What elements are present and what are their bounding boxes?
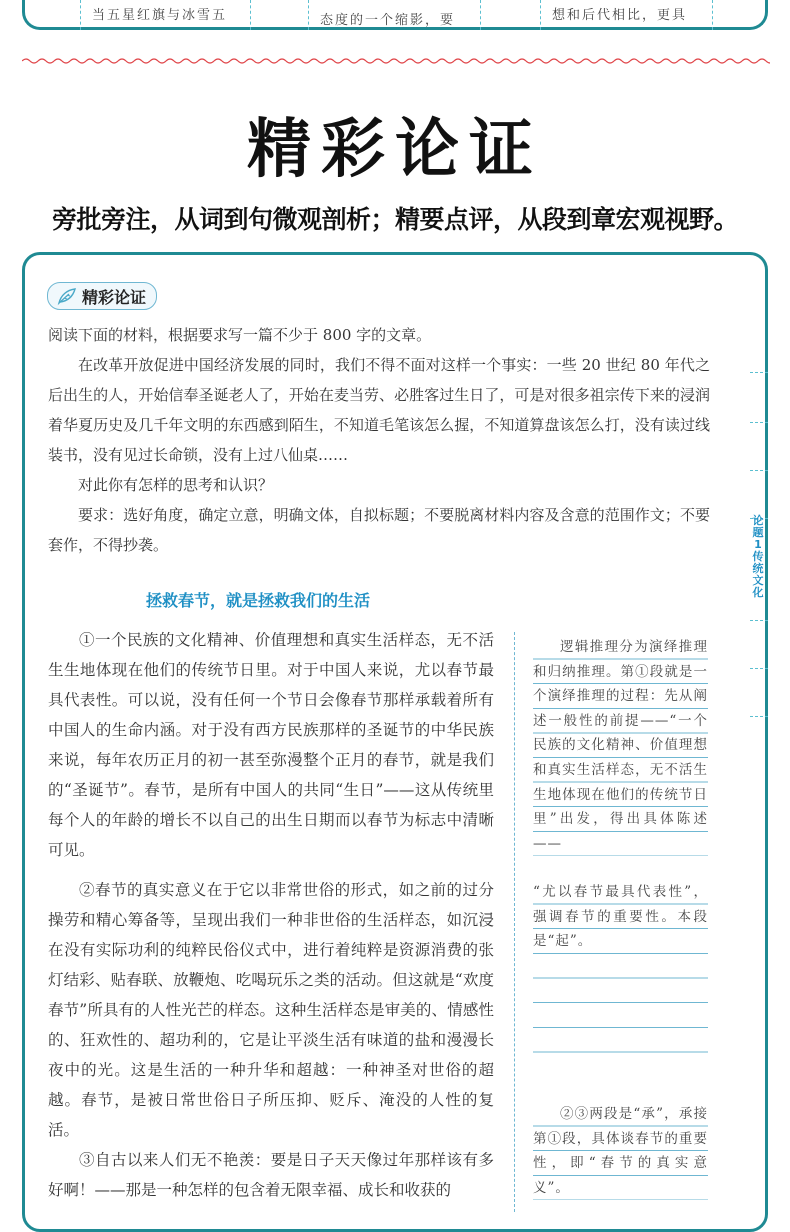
column-divider [80, 0, 81, 30]
badge-label: 精彩论证 [82, 287, 147, 307]
side-rule [750, 422, 768, 423]
annotation-divider [514, 632, 515, 1212]
chapter-side-tab: 论题1 传统文化 [752, 514, 764, 599]
column-divider [308, 0, 309, 30]
column-divider [480, 0, 481, 30]
margin-note: “尤以春节最具代表性”，强调春节的重要性。本段是“起”。 [533, 880, 708, 954]
prompt-question: 对此你有怎样的思考和认识？ [78, 476, 274, 494]
top-row-text: 想和后代相比，更具 [552, 8, 688, 23]
side-rule [750, 716, 768, 717]
blank-note-lines [533, 954, 708, 1076]
essay-paragraph: ③自古以来人们无不艳羡：要是日子天天像过年那样该有多好啊！——那是一种怎样的包含着无限幸福、成长和收获的 [48, 1151, 494, 1199]
top-row-text: 态度的一个缩影，要 [320, 13, 456, 28]
section-badge [47, 282, 157, 310]
prompt-requirements: 要求：选好角度，确定立意，明确文体，自拟标题；不要脱离材料内容及含意的范围作文；不要套作，不得抄袭。 [48, 506, 710, 554]
side-rule [750, 620, 768, 621]
pen-leaf-icon [56, 286, 78, 306]
prompt-material: 在改革开放促进中国经济发展的同时，我们不得不面对这样一个事实：一些 20 世纪 80 年代之后出生的人，开始信奉圣诞老人了，开始在麦当劳、必胜客过生日了，可是对很多祖宗传下来的浸润着华夏历史及几千年文明的东西感到陌生，不知道毛笔该怎么握，不知道算盘该怎么打，没有读过线装书，没有见过长命锁，没有上过八仙桌…… [48, 356, 710, 464]
page-subtitle: 旁批旁注，从词到句微观剖析；精要点评，从段到章宏观视野。 [51, 205, 738, 234]
prompt-intro: 阅读下面的材料，根据要求写一篇不少于 800 字的文章。 [48, 326, 432, 344]
essay-paragraph: ②春节的真实意义在于它以非常世俗的形式，如之前的过分操劳和精心筹备等，呈现出我们一种非世俗的生活样态，如沉浸在没有实际功利的纯粹民俗仪式中，进行着纯粹是资源消费的张灯结彩、贴春联、放鞭炮、吃喝玩乐之类的活动。但这就是“欢度春节”所具有的人性光芒的样态。这种生活样态是审美的、情感性的、狂欢性的、超功利的，它是让平淡生活有味道的盐和漫漫长夜中的光。这是生活的一种升华和超越：一种神圣对世俗的超越。春节，是被日常世俗日子所压抑、贬斥、淹没的人性的复活。 [48, 881, 494, 1139]
margin-note: ②③两段是“承”，承接第①段，具体谈春节的重要性，即“春节的真实意义”。 [533, 1102, 708, 1200]
wavy-divider [22, 54, 770, 68]
essay-paragraph: ①一个民族的文化精神、价值理想和真实生活样态，无不活生生地体现在他们的传统节日里。对于中国人来说，尤以春节最具代表性。可以说，没有任何一个节日会像春节那样承载着所有中国人的生命内涵。对于没有西方民族那样的圣诞节的中华民族来说，每年农历正月的初一甚至弥漫整个正月的春节，就是我们的“圣诞节”。春节，是所有中国人的共同“生日”——这从传统里每个人的年龄的增长不以自己的出生日期而以春节为标志中清晰可见。 [48, 631, 494, 859]
column-divider [250, 0, 251, 30]
side-rule [750, 668, 768, 669]
side-rule [750, 470, 768, 471]
essay-title: 拯救春节，就是拯救我们的生活 [146, 591, 371, 610]
page-title: 精彩论证 [247, 113, 543, 187]
top-row-text: 当五星红旗与冰雪五 [92, 8, 228, 23]
margin-note: 逻辑推理分为演绎推理和归纳推理。第①段就是一个演绎推理的过程：先从阐述一般性的前提——“一个民族的文化精神、价值理想和真实生活样态，无不活生生地体现在他们的传统节日里”出发，得出具体陈述—— [533, 635, 708, 856]
column-divider [712, 0, 713, 30]
side-rule [750, 372, 768, 373]
column-divider [540, 0, 541, 30]
